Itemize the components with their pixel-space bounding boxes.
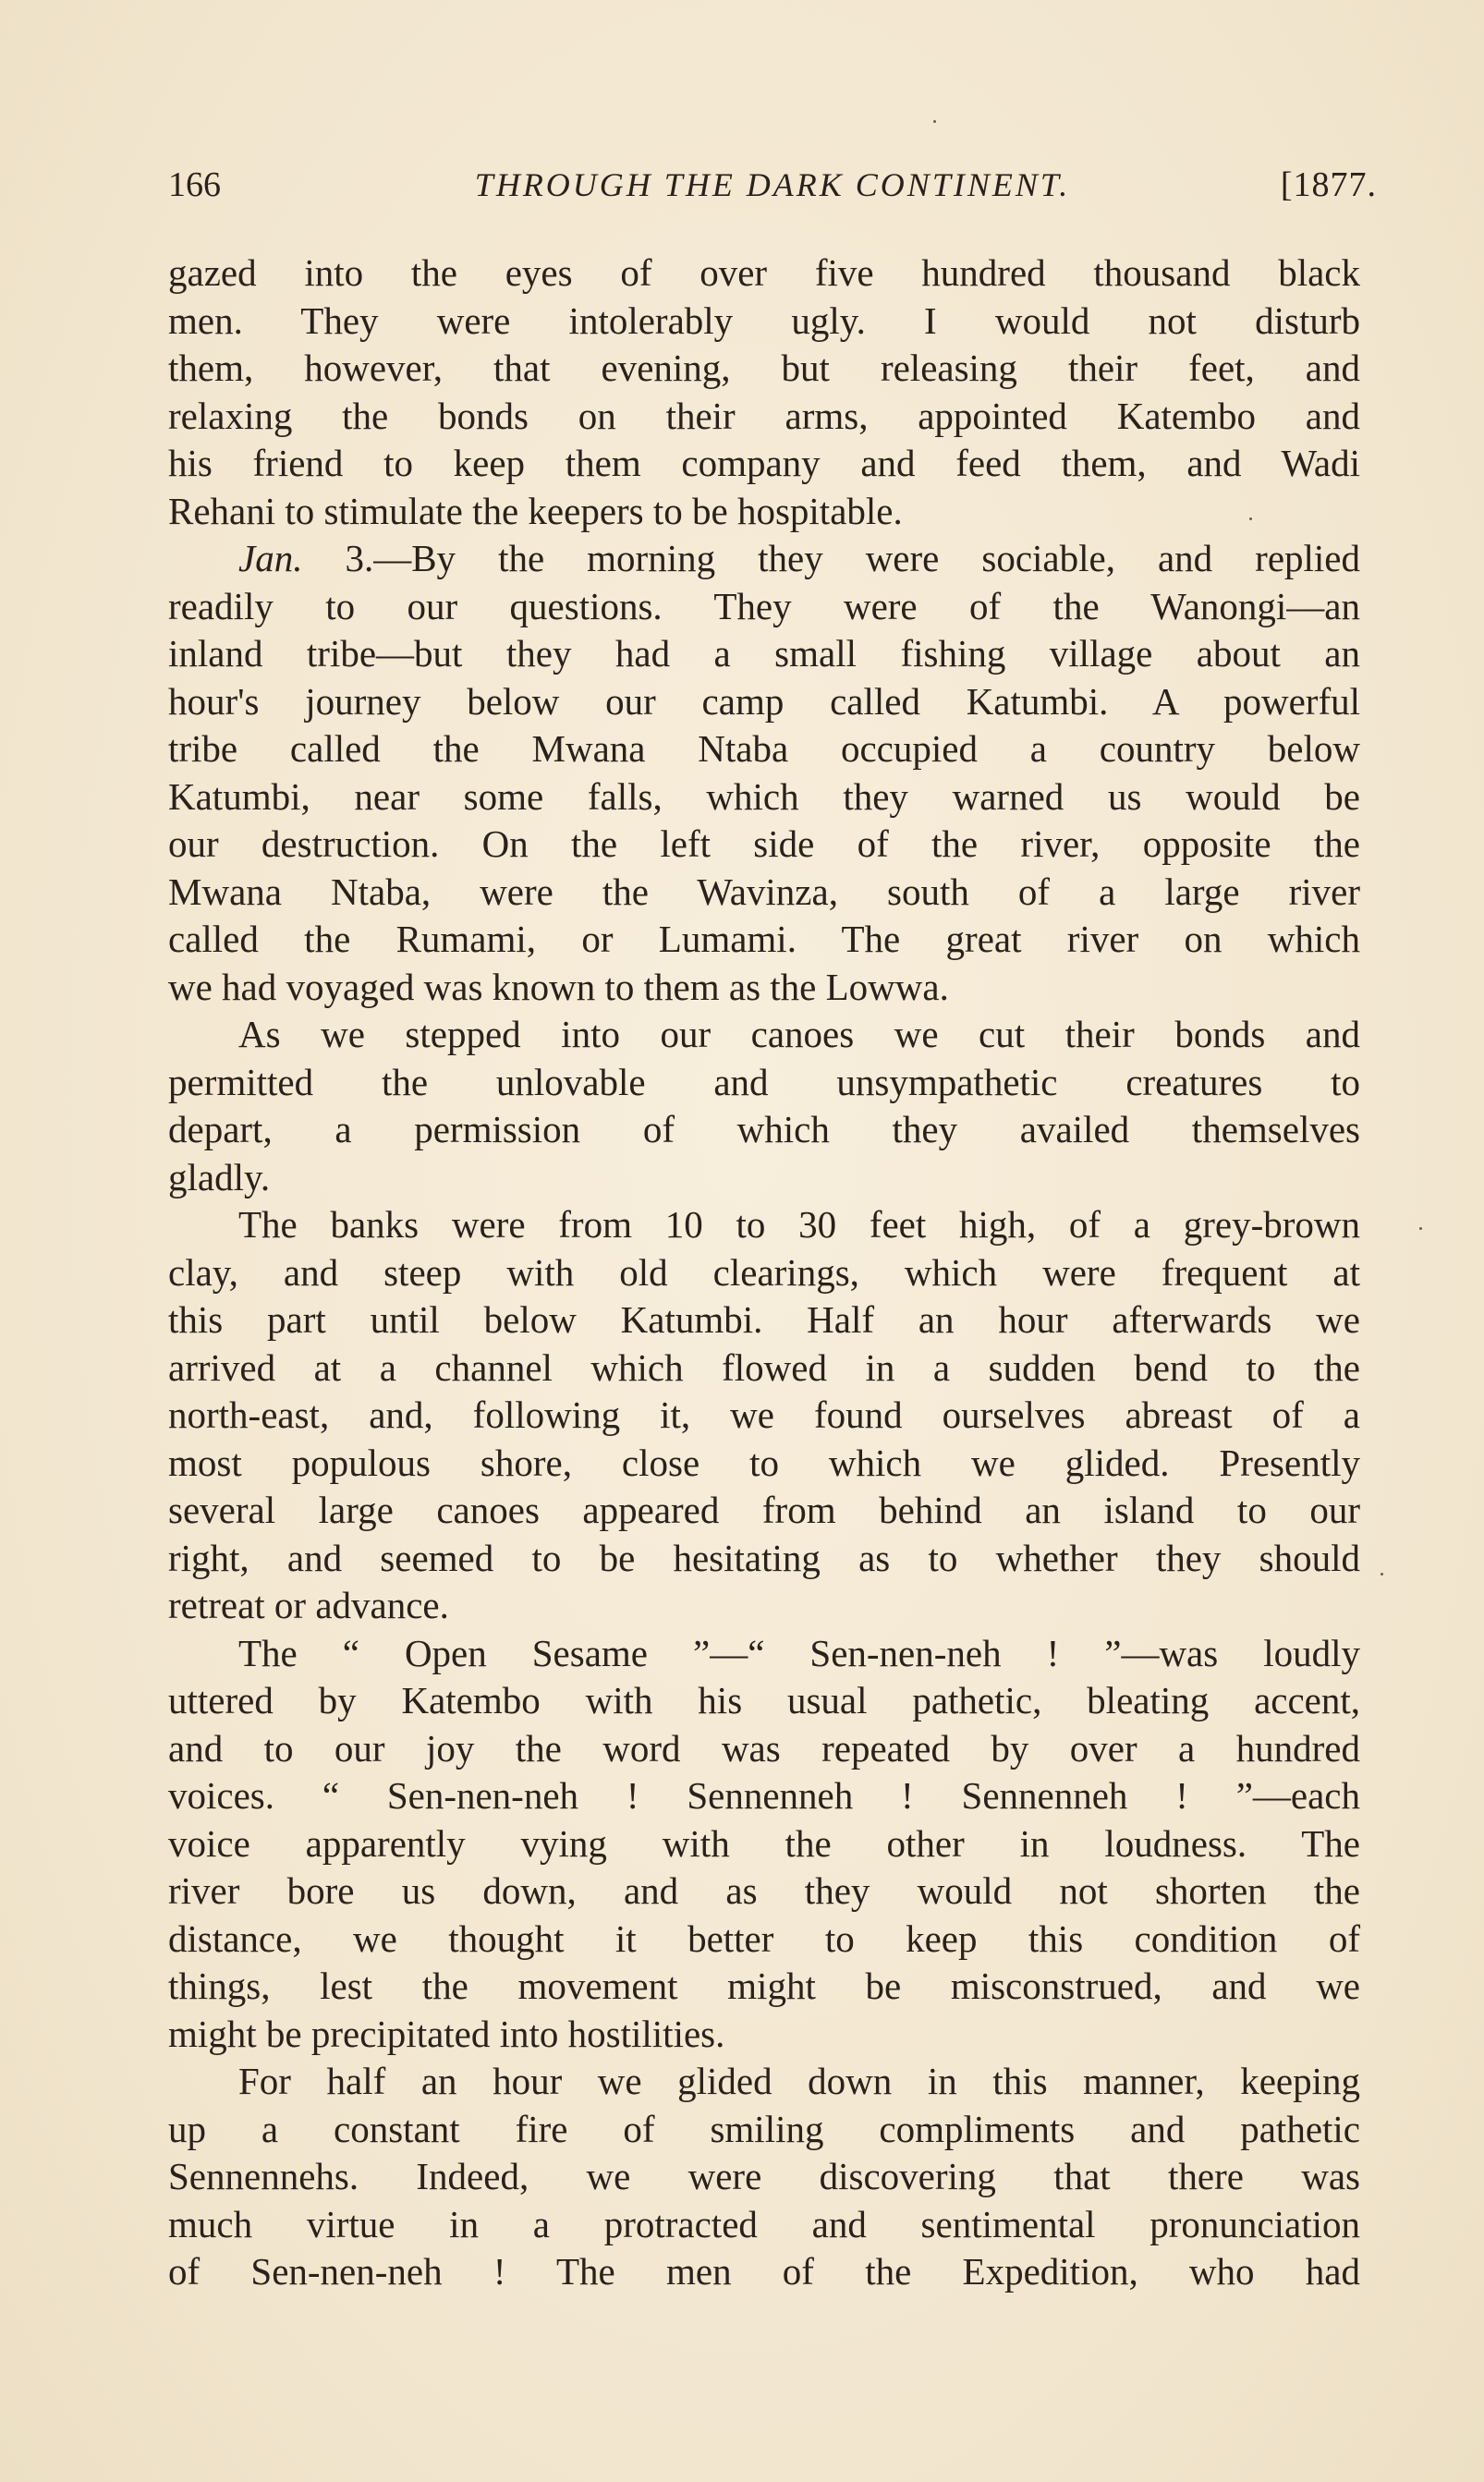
running-title: THROUGH THE DARK CONTINENT. <box>474 166 1071 203</box>
text-line: Rehani to stimulate the keepers to be hospitable. <box>168 489 903 532</box>
text-line: most populous shore, close to which we glided. Presently <box>168 1441 1360 1484</box>
text-line: permitted the unlovable and unsympathetic creatures to <box>168 1060 1360 1103</box>
text-line: might be precipitated into hostilities. <box>168 2012 725 2055</box>
text-line: north-east, and, following it, we found ourselves abreast of a <box>168 1393 1360 1436</box>
text-line: The “ Open Sesame ”—“ Sen-nen-neh ! ”—was loudly <box>238 1631 1360 1674</box>
text-line: and to our joy the word was repeated by over a hundred <box>168 1726 1360 1770</box>
text-line: several large canoes appeared from behind an island to our <box>168 1489 1360 1531</box>
text-line: up a constant fire of smiling compliments and pathetic <box>168 2107 1360 2150</box>
text-line: voice apparently vying with the other in loudness. The <box>168 1821 1360 1865</box>
text-line: them, however, that evening, but releasing their feet, and <box>168 347 1360 389</box>
running-year: [1877. <box>1280 165 1377 204</box>
text-line: right, and seemed to be hesitating as to whether they should <box>168 1536 1360 1579</box>
text-line: things, lest the movement might be misconstrued, and we <box>168 1965 1360 2007</box>
text-line: relaxing the bonds on their arms, appointed Katembo and <box>168 394 1360 437</box>
text-line: Katumbi, near some falls, which they warned us would be <box>168 774 1360 818</box>
text-line: inland tribe—but they had a small fishing village about an <box>168 632 1360 675</box>
text-line: uttered by Katembo with his usual pathetic, bleating accent, <box>168 1679 1360 1722</box>
text-line: much virtue in a protracted and sentimental pronunciation <box>168 2202 1360 2245</box>
text-line: distance, we thought it better to keep this condition of <box>168 1916 1360 1960</box>
text-line: clay, and steep with old clearings, which were frequent at <box>168 1250 1360 1294</box>
text-line: called the Rumami, or Lumami. The great river on which <box>168 918 1360 960</box>
print-speck <box>933 120 936 123</box>
print-speck <box>1381 1573 1383 1576</box>
print-speck <box>1419 1227 1422 1230</box>
text-line: men. They were intolerably ugly. I would not disturb <box>168 298 1360 342</box>
text-line: voices. “ Sen-nen-neh ! Sennenneh ! Sennenneh ! ”—each <box>168 1774 1360 1817</box>
text-line: gladly. <box>168 1155 271 1198</box>
date-label: Jan. <box>238 537 303 579</box>
text-line: of Sen-nen-neh ! The men of the Expedition, who had <box>168 2250 1360 2293</box>
text-line: this part until below Katumbi. Half an hour afterwards we <box>168 1298 1360 1341</box>
print-speck <box>1249 517 1252 520</box>
page-number: 166 <box>168 165 221 204</box>
text-line: Mwana Ntaba, were the Wavinza, south of a large river <box>168 870 1360 913</box>
text-line: For half an hour we glided down in this manner, keeping <box>238 2060 1360 2102</box>
text-line: hour's journey below our camp called Katumbi. A powerful <box>168 679 1360 723</box>
text-line: arrived at a channel which flowed in a sudden bend to the <box>168 1345 1360 1389</box>
text-line: Jan. 3.—By the morning they were sociable, and replied <box>238 537 1360 579</box>
text-line: river bore us down, and as they would not shorten the <box>168 1869 1360 1912</box>
text-line: tribe called the Mwana Ntaba occupied a country below <box>168 727 1360 770</box>
text-line: we had voyaged was known to them as the Lowwa. <box>168 965 949 1008</box>
running-head <box>168 159 1377 211</box>
text-line: retreat or advance. <box>168 1584 449 1626</box>
text-line: his friend to keep them company and feed them, and Wadi <box>168 442 1360 484</box>
text-line: Sennennehs. Indeed, we were discovering that there was <box>168 2155 1360 2197</box>
text-line: our destruction. On the left side of the river, opposite the <box>168 822 1360 865</box>
text-line: depart, a permission of which they availed themselves <box>168 1108 1360 1150</box>
text-line: gazed into the eyes of over five hundred thousand black <box>168 251 1360 294</box>
body-text <box>168 249 1360 2296</box>
text-line: The banks were from 10 to 30 feet high, of a grey-brown <box>238 1203 1360 1246</box>
text-line: As we stepped into our canoes we cut their bonds and <box>238 1013 1360 1055</box>
text-line: readily to our questions. They were of the Wanongi—an <box>168 584 1360 627</box>
